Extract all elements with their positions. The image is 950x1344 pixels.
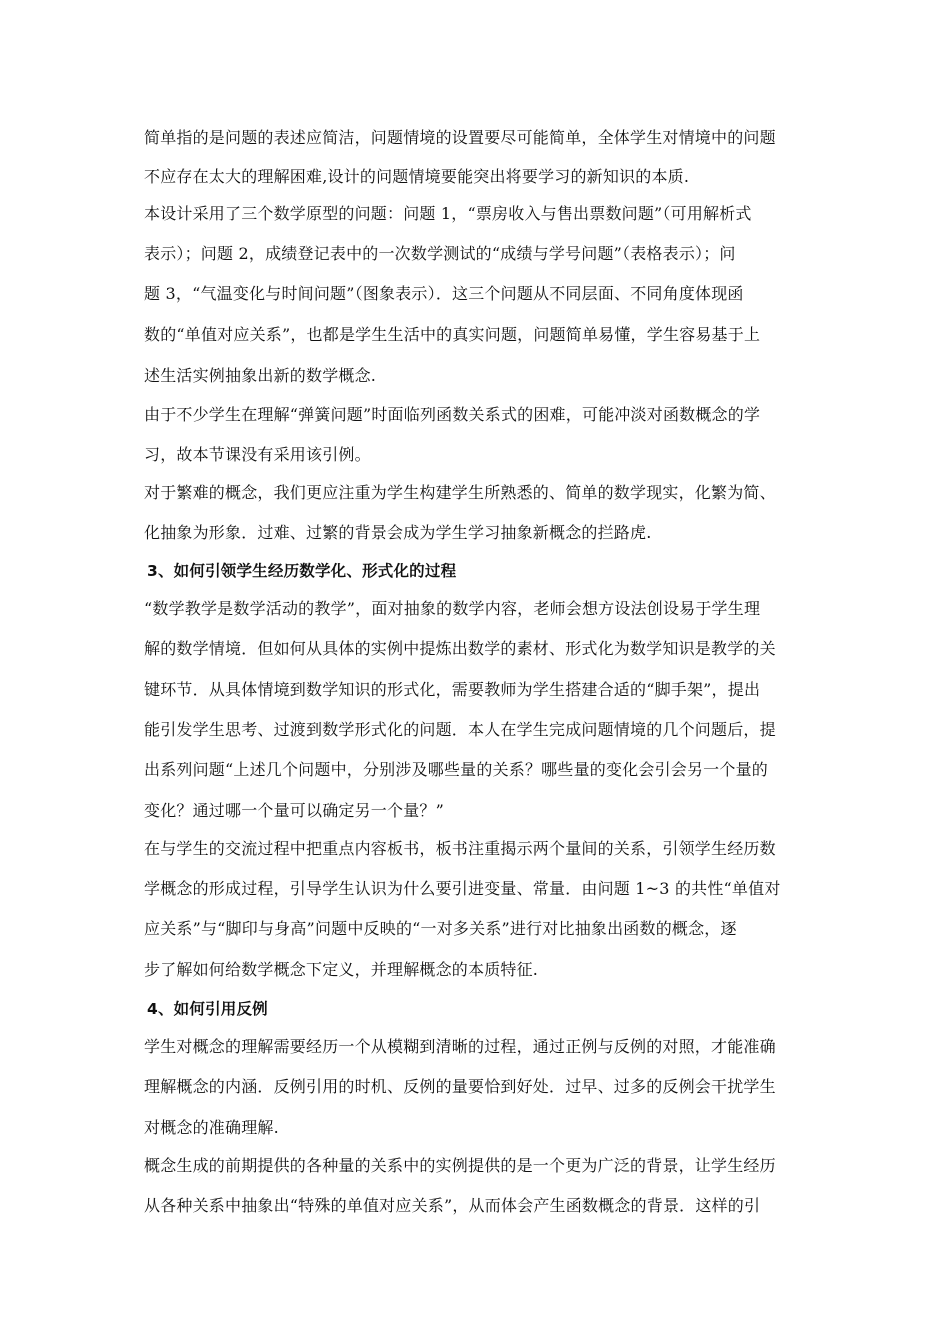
text-line: 在与学生的交流过程中把重点内容板书，板书注重揭示两个量间的关系，引领学生经历数 xyxy=(144,839,776,858)
text-line: 对概念的准确理解. xyxy=(144,1118,279,1137)
text-line: 不应存在太大的理解困难,设计的问题情境要能突出将要学习的新知识的本质. xyxy=(144,167,690,186)
text-line: 本设计采用了三个数学原型的问题：问题 1，“票房收入与售出票数问题”（可用解析式 xyxy=(144,204,752,223)
text-line: 步了解如何给数学概念下定义，并理解概念的本质特征. xyxy=(144,960,539,979)
text-line: 学生对概念的理解需要经历一个从模糊到清晰的过程，通过正例与反例的对照，才能准确 xyxy=(144,1037,776,1056)
text-line: 能引发学生思考、过渡到数学形式化的问题．本人在学生完成问题情境的几个问题后，提 xyxy=(144,720,776,739)
text-line: 出系列问题“上述几个问题中，分别涉及哪些量的关系？哪些量的变化会引会另一个量的 xyxy=(144,760,768,779)
text-line: 数的“单值对应关系”，也都是学生生活中的真实问题，问题简单易懂，学生容易基于上 xyxy=(144,325,761,344)
text-line: 化抽象为形象．过难、过繁的背景会成为学生学习抽象新概念的拦路虎. xyxy=(144,523,652,542)
section-heading: 3、如何引领学生经历数学化、形式化的过程 xyxy=(147,562,457,580)
text-line: 键环节．从具体情境到数学知识的形式化，需要教师为学生搭建合适的“脚手架”，提出 xyxy=(144,680,761,699)
text-line: 由于不少学生在理解“弹簧问题”时面临列函数关系式的困难，可能冲淡对函数概念的学 xyxy=(144,405,761,424)
text-line: 简单指的是问题的表述应简洁，问题情境的设置要尽可能简单，全体学生对情境中的问题 xyxy=(144,128,776,147)
text-line: 理解概念的内涵．反例引用的时机、反例的量要恰到好处．过早、过多的反例会干扰学生 xyxy=(144,1077,776,1096)
text-line: 学概念的形成过程，引导学生认识为什么要引进变量、常量．由问题 1~3 的共性“单值对 xyxy=(144,879,781,898)
text-line: 述生活实例抽象出新的数学概念. xyxy=(144,366,377,385)
text-line: “数学教学是数学活动的教学”，面对抽象的数学内容，老师会想方设法创设易于学生理 xyxy=(144,599,761,618)
text-line: 习，故本节课没有采用该引例。 xyxy=(144,445,371,464)
text-line: 变化？通过哪一个量可以确定另一个量？” xyxy=(144,801,444,820)
text-line: 从各种关系中抽象出“特殊的单值对应关系”，从而体会产生函数概念的背景．这样的引 xyxy=(144,1196,761,1215)
text-line: 对于繁难的概念，我们更应注重为学生构建学生所熟悉的、简单的数学现实，化繁为简、 xyxy=(144,483,776,502)
section-heading: 4、如何引用反例 xyxy=(147,1000,268,1018)
text-line: 表示）；问题 2，成绩登记表中的一次数学测试的“成绩与学号问题”（表格表示）；问 xyxy=(144,244,736,263)
text-line: 应关系”与“脚印与身高”问题中反映的“一对多关系”进行对比抽象出函数的概念，逐 xyxy=(144,919,737,938)
text-line: 解的数学情境．但如何从具体的实例中提炼出数学的素材、形式化为数学知识是教学的关 xyxy=(144,639,776,658)
text-line: 概念生成的前期提供的各种量的关系中的实例提供的是一个更为广泛的背景，让学生经历 xyxy=(144,1156,776,1175)
text-line: 题 3，“气温变化与时间问题”（图象表示）．这三个问题从不同层面、不同角度体现函 xyxy=(144,284,744,303)
